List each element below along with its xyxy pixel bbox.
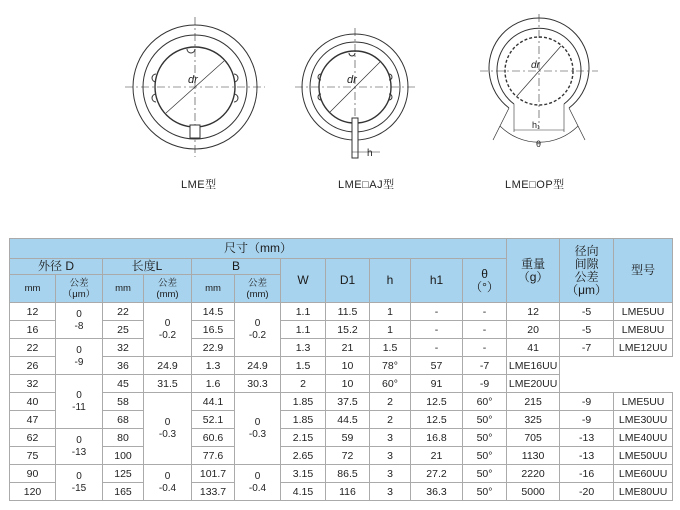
cell-model: LME12UU — [614, 339, 673, 357]
cell-model: LME16UU — [507, 357, 560, 375]
cell-b: 14.5 — [192, 303, 235, 321]
cell-l-tolerance: 0 -0.3 — [144, 393, 192, 465]
cell-d-tolerance: 0 -11 — [56, 375, 103, 429]
cell-b: 52.1 — [192, 411, 235, 429]
cell-theta: 78° — [370, 357, 411, 375]
diagram-op-theta-label: θ — [536, 139, 542, 149]
cell-w: 1.3 — [281, 339, 326, 357]
cell-model: LME8UU — [614, 321, 673, 339]
cell-w: 3.15 — [281, 465, 326, 483]
cell-clearance: -13 — [560, 429, 614, 447]
cell-clearance: -20 — [560, 483, 614, 501]
cell-clearance: -9 — [560, 393, 614, 411]
cell-h1: 36.3 — [411, 483, 463, 501]
cell-d1: 44.5 — [326, 411, 370, 429]
cell-d1: 59 — [326, 429, 370, 447]
table-row — [10, 303, 673, 321]
cell-outer-d: 120 — [10, 483, 56, 501]
cell-h: 1 — [370, 303, 411, 321]
cell-length-l: 68 — [103, 411, 144, 429]
cell-outer-d: 12 — [10, 303, 56, 321]
cell-model: LME60UU — [614, 465, 673, 483]
header-h1: h1 — [411, 259, 463, 303]
cell-h: 1.5 — [370, 339, 411, 357]
table-row — [10, 339, 673, 357]
cell-weight: 5000 — [507, 483, 560, 501]
cell-h1: - — [411, 339, 463, 357]
cell-weight: 705 — [507, 429, 560, 447]
header-b-mm: mm — [192, 275, 235, 303]
header-l-mm: mm — [103, 275, 144, 303]
cell-w: 1.85 — [281, 411, 326, 429]
cell-length-l: 45 — [103, 375, 144, 393]
cell-clearance: -5 — [560, 303, 614, 321]
header-clearance: 径向间隙公差 （μm） — [560, 239, 614, 303]
cell-d1: 116 — [326, 483, 370, 501]
cell-model: LME50UU — [614, 447, 673, 465]
cell-d1: 72 — [326, 447, 370, 465]
cell-length-l: 125 — [103, 465, 144, 483]
cell-theta: 50° — [463, 447, 507, 465]
cell-theta: - — [463, 303, 507, 321]
cell-model: LME40UU — [614, 429, 673, 447]
cell-weight: 12 — [507, 303, 560, 321]
caption-lme: LME型 — [181, 179, 217, 191]
cell-length-l: 22 — [103, 303, 144, 321]
cell-weight: 2220 — [507, 465, 560, 483]
cell-b: 16.5 — [192, 321, 235, 339]
table-row — [10, 429, 673, 447]
diagram-aj-h-label: h — [367, 148, 373, 159]
header-d1: D1 — [326, 259, 370, 303]
cell-d1: 30.3 — [235, 375, 281, 393]
cell-h: 2 — [370, 393, 411, 411]
diagram-op-h1-label: h₁ — [532, 120, 541, 130]
cell-length-l: 36 — [103, 357, 144, 375]
cell-outer-d: 62 — [10, 429, 56, 447]
specs-table — [9, 238, 673, 501]
cell-w: 1.85 — [281, 393, 326, 411]
cell-w: 2.65 — [281, 447, 326, 465]
header-weight: 重量 （g） — [507, 239, 560, 303]
cell-model: LME5UU — [614, 393, 673, 411]
cell-model: LME80UU — [614, 483, 673, 501]
cell-d1: 21 — [326, 339, 370, 357]
cell-w: 1.3 — [192, 357, 235, 375]
header-length-l: 长度L — [103, 259, 192, 275]
cell-weight: 57 — [411, 357, 463, 375]
header-size: 尺寸（mm） — [10, 239, 507, 259]
cell-model: LME20UU — [507, 375, 560, 393]
diagram-lme-aj — [295, 28, 415, 158]
cell-model: LME5UU — [614, 303, 673, 321]
cell-model: LME30UU — [614, 411, 673, 429]
cell-h: 3 — [370, 429, 411, 447]
cell-outer-d: 75 — [10, 447, 56, 465]
table-row — [10, 357, 673, 375]
cell-d1: 11.5 — [326, 303, 370, 321]
cell-d1: 37.5 — [326, 393, 370, 411]
caption-lme-op: LME□OP型 — [505, 179, 565, 191]
cell-h1: 10 — [326, 375, 370, 393]
cell-length-l: 58 — [103, 393, 144, 411]
cell-theta: 60° — [463, 393, 507, 411]
cell-h1: 10 — [326, 357, 370, 375]
cell-h: 1.5 — [281, 357, 326, 375]
cell-outer-d: 22 — [10, 339, 56, 357]
diagram-lme-dr-label: dr — [188, 74, 198, 86]
cell-h1: - — [411, 321, 463, 339]
cell-weight: 41 — [507, 339, 560, 357]
cell-clearance: -13 — [560, 447, 614, 465]
table-row — [10, 393, 673, 411]
cell-d1: 86.5 — [326, 465, 370, 483]
cell-h1: - — [411, 303, 463, 321]
header-b-tol: 公差 (mm) — [235, 275, 281, 303]
cell-h: 3 — [370, 447, 411, 465]
cell-theta: - — [463, 339, 507, 357]
cell-b-tolerance: 0 -0.4 — [235, 465, 281, 501]
cell-w: 4.15 — [281, 483, 326, 501]
cell-weight: 91 — [411, 375, 463, 393]
cell-d-tolerance: 0 -13 — [56, 429, 103, 465]
header-d-tol: 公差 （μm） — [56, 275, 103, 303]
cell-h1: 12.5 — [411, 393, 463, 411]
table-row — [10, 483, 673, 501]
cell-b: 77.6 — [192, 447, 235, 465]
cell-l-tolerance: 0 -0.4 — [144, 465, 192, 501]
cell-weight: 325 — [507, 411, 560, 429]
cell-theta: 50° — [463, 429, 507, 447]
cell-b-tolerance: 0 -0.2 — [235, 303, 281, 357]
cell-theta: 50° — [463, 411, 507, 429]
cell-b: 31.5 — [144, 375, 192, 393]
diagram-aj-dr-label: dr — [347, 74, 357, 86]
header-b: B — [192, 259, 281, 275]
cell-b-tolerance: 0 -0.3 — [235, 393, 281, 465]
diagram-lme — [125, 17, 265, 157]
cell-outer-d: 16 — [10, 321, 56, 339]
cell-theta: 50° — [463, 483, 507, 501]
cell-h: 2 — [281, 375, 326, 393]
cell-h1: 12.5 — [411, 411, 463, 429]
cell-l-tolerance: 0 -0.2 — [144, 303, 192, 357]
cell-clearance: -7 — [560, 339, 614, 357]
cell-clearance: -5 — [560, 321, 614, 339]
cell-d-tolerance: 0 -8 — [56, 303, 103, 339]
cell-b: 133.7 — [192, 483, 235, 501]
cell-b: 101.7 — [192, 465, 235, 483]
cell-outer-d: 47 — [10, 411, 56, 429]
cell-d1: 24.9 — [235, 357, 281, 375]
diagrams-svg — [0, 0, 680, 230]
cell-d1: 15.2 — [326, 321, 370, 339]
cell-outer-d: 90 — [10, 465, 56, 483]
cell-w: 1.1 — [281, 303, 326, 321]
cell-outer-d: 40 — [10, 393, 56, 411]
header-w: W — [281, 259, 326, 303]
header-l-tol: 公差 (mm) — [144, 275, 192, 303]
cell-weight: 20 — [507, 321, 560, 339]
table-row — [10, 465, 673, 483]
cell-outer-d: 26 — [10, 357, 56, 375]
cell-weight: 1130 — [507, 447, 560, 465]
cell-clearance: -16 — [560, 465, 614, 483]
cell-clearance: -7 — [463, 357, 507, 375]
cell-length-l: 25 — [103, 321, 144, 339]
cell-theta: 50° — [463, 465, 507, 483]
cell-h1: 16.8 — [411, 429, 463, 447]
cell-h: 3 — [370, 483, 411, 501]
cell-w: 1.6 — [192, 375, 235, 393]
table-row — [10, 375, 673, 393]
cell-d-tolerance: 0 -9 — [56, 339, 103, 375]
header-outer-d: 外径 D — [10, 259, 103, 275]
header-d-mm: mm — [10, 275, 56, 303]
table-row — [10, 321, 673, 339]
cell-outer-d: 32 — [10, 375, 56, 393]
cell-h: 3 — [370, 465, 411, 483]
cell-w: 2.15 — [281, 429, 326, 447]
header-model: 型号 — [614, 239, 673, 303]
cell-b: 24.9 — [144, 357, 192, 375]
header-theta: θ （°） — [463, 259, 507, 303]
cell-b: 60.6 — [192, 429, 235, 447]
cell-clearance: -9 — [463, 375, 507, 393]
cell-d-tolerance: 0 -15 — [56, 465, 103, 501]
cell-b: 44.1 — [192, 393, 235, 411]
cell-h: 1 — [370, 321, 411, 339]
cell-b: 22.9 — [192, 339, 235, 357]
cell-theta: - — [463, 321, 507, 339]
bushing-diagrams — [0, 0, 680, 230]
cell-length-l: 100 — [103, 447, 144, 465]
cell-w: 1.1 — [281, 321, 326, 339]
cell-h1: 21 — [411, 447, 463, 465]
caption-lme-aj: LME□AJ型 — [338, 179, 395, 191]
cell-clearance: -9 — [560, 411, 614, 429]
cell-theta: 60° — [370, 375, 411, 393]
cell-length-l: 80 — [103, 429, 144, 447]
cell-length-l: 165 — [103, 483, 144, 501]
specs-table-body — [10, 303, 673, 501]
table-row — [10, 411, 673, 429]
header-h: h — [370, 259, 411, 303]
cell-weight: 215 — [507, 393, 560, 411]
cell-h1: 27.2 — [411, 465, 463, 483]
diagram-op-dr-label: dr — [531, 60, 540, 71]
cell-length-l: 32 — [103, 339, 144, 357]
cell-h: 2 — [370, 411, 411, 429]
table-row — [10, 447, 673, 465]
